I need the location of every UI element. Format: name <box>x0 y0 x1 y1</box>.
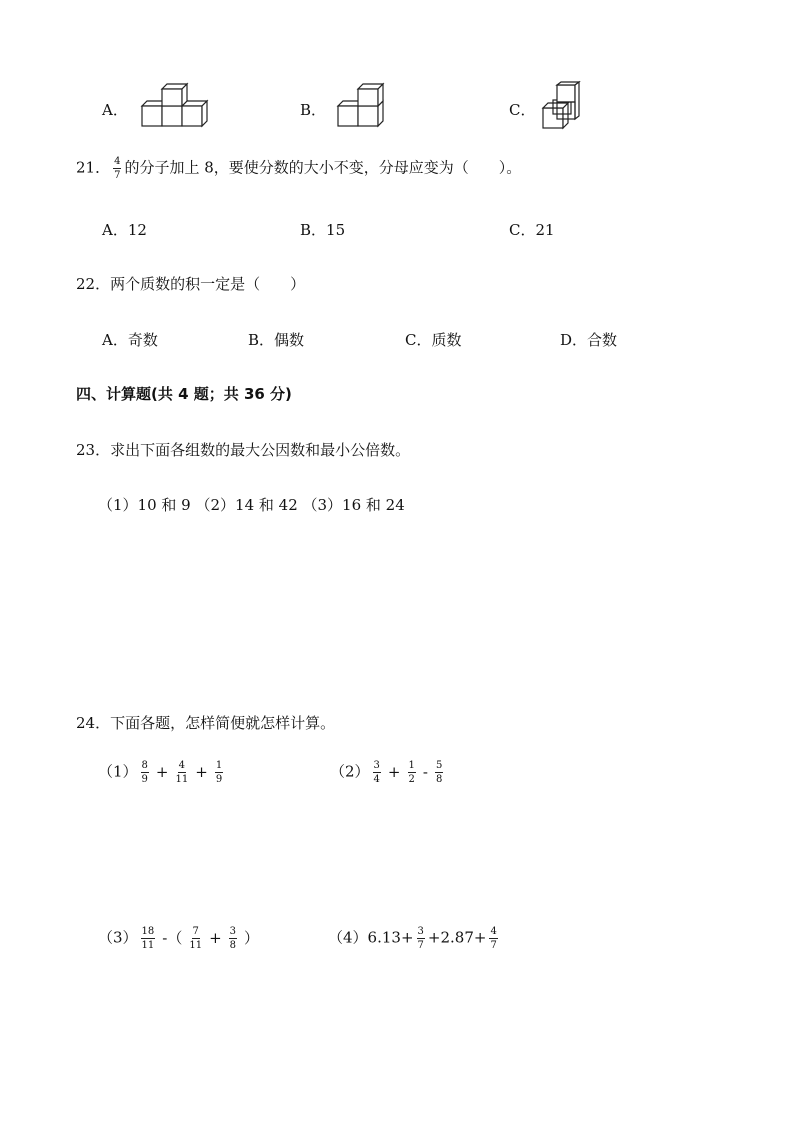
q24-p2-label: （2） <box>330 762 370 781</box>
cube-stack-b-icon <box>336 84 382 128</box>
q22-option-b: B．偶数 <box>248 331 305 349</box>
numerator: 8 <box>141 760 148 771</box>
denominator: 9 <box>215 774 223 785</box>
denominator: 11 <box>141 940 155 951</box>
operator: + <box>209 928 222 947</box>
q21-option-a: A．12 <box>102 221 147 239</box>
fraction <box>489 926 497 951</box>
q22-option-c: C．质数 <box>405 331 462 349</box>
fraction <box>229 926 237 951</box>
operator: - <box>422 762 428 781</box>
term: +2.87+ <box>427 928 487 947</box>
fraction <box>417 926 425 951</box>
q20-option-c-letter: C． <box>509 101 536 119</box>
cube-stack-c-icon <box>541 82 581 130</box>
q24-stem: 24．下面各题，怎样简便就怎样计算。 <box>76 714 336 732</box>
cube-stack-a-icon <box>140 84 206 128</box>
denominator: 4 <box>373 774 380 785</box>
q24-problem-4 <box>328 926 501 951</box>
q23-items: （1）10 和 9 （2）14 和 42 （3）16 和 24 <box>98 496 405 514</box>
operator: + <box>387 762 401 781</box>
fraction <box>141 760 149 785</box>
q22-option-d: D．合数 <box>560 331 618 349</box>
numerator: 1 <box>215 760 223 771</box>
section-4-heading: 四、计算题(共 4 题；共 36 分) <box>76 385 292 403</box>
q24-p3-label: （3） <box>98 928 138 947</box>
q24-problem-2 <box>330 760 446 785</box>
q20-option-b-letter: B． <box>300 101 327 119</box>
q24-p1-label: （1） <box>98 762 138 781</box>
fraction <box>435 760 443 785</box>
denominator: 9 <box>141 774 148 785</box>
operator: ） <box>244 928 260 947</box>
q21-frac-numerator: 4 <box>114 156 121 167</box>
q22-stem: 22．两个质数的积一定是（ ） <box>76 275 306 293</box>
fraction <box>408 760 416 785</box>
numerator: 18 <box>141 926 155 937</box>
q24-p4-label: （4） <box>328 928 368 947</box>
q20-option-a-letter: A． <box>102 101 128 119</box>
numerator: 3 <box>229 926 237 937</box>
fraction <box>176 760 189 785</box>
q21-option-b: B．15 <box>300 221 346 239</box>
fraction <box>373 760 381 785</box>
fraction <box>215 760 223 785</box>
numerator: 1 <box>408 760 415 771</box>
numerator: 3 <box>373 760 380 771</box>
denominator: 8 <box>435 774 443 785</box>
q21-frac-denominator: 7 <box>114 170 121 181</box>
term: 6.13+ <box>367 928 414 947</box>
numerator: 7 <box>192 926 199 937</box>
denominator: 11 <box>189 940 203 951</box>
operator: + <box>155 762 169 781</box>
numerator: 5 <box>435 760 443 771</box>
denominator: 7 <box>490 940 497 951</box>
q24-problem-1 <box>98 760 226 785</box>
numerator: 4 <box>178 760 186 771</box>
numerator: 4 <box>490 926 497 937</box>
q21-option-c: C．21 <box>509 221 555 239</box>
fraction <box>189 926 202 951</box>
denominator: 8 <box>229 940 237 951</box>
q24-problem-3 <box>98 926 263 951</box>
operator: + <box>195 762 208 781</box>
operator: -（ <box>162 928 183 947</box>
q21-number: 21． <box>76 158 111 177</box>
q21-stem <box>76 156 521 181</box>
denominator: 7 <box>417 940 424 951</box>
denominator: 11 <box>175 774 189 785</box>
denominator: 2 <box>408 774 415 785</box>
q23-stem: 23．求出下面各组数的最大公因数和最小公倍数。 <box>76 441 411 459</box>
fraction <box>141 926 156 951</box>
q21-text: 的分子加上 8，要使分数的大小不变，分母应变为（ ）。 <box>124 158 522 177</box>
q21-fraction <box>113 156 121 181</box>
q22-option-a: A．奇数 <box>102 331 158 349</box>
numerator: 3 <box>417 926 424 937</box>
